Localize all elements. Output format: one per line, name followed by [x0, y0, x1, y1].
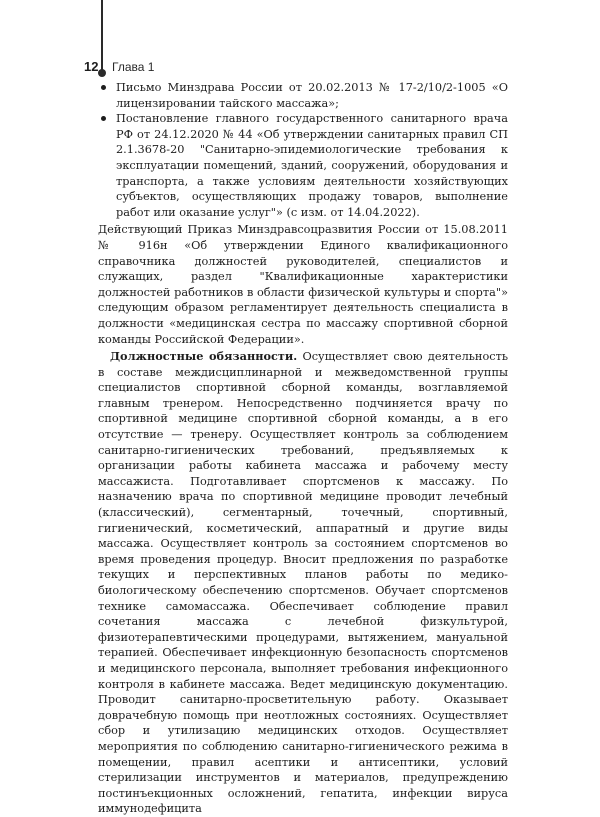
reference-text: Постановление главного государственного санитарного врача РФ от 24.12.2020 № 44 «Об утверждении санитарных правил СП 2.1.3678-20 "Санитарно-эпидемиологические требования к эксплуатации помещений, зданий, сооружений, оборудования и транспорта, а также условиям деятельности хозяйствующих субъектов, осуществляющих продажу товаров, выполнение работ или оказание услуг"» (с изм. от 14.04.2022). — [116, 112, 508, 219]
duties-heading: Должностные обязанности. — [110, 349, 298, 364]
page-number: 12 — [84, 59, 99, 74]
order-paragraph: Действующий Приказ Минздравсоцразвития России от 15.08.2011 № 916н «Об утверждении Единого квалификационного справочника должностей руководителей, специалистов и служащих, раздел "Квалификационные характеристики должностей работников в области физической культуры и спорта"» следующим образом регламентирует деятельность специалиста в должности «медицинская сестра по массажу спортивной сборной команды Российской Федерации». — [98, 223, 508, 346]
bullet-icon — [101, 85, 106, 90]
bullet-icon — [101, 116, 106, 121]
margin-rule-dot — [98, 69, 106, 77]
list-item — [98, 80, 508, 111]
page-body — [98, 80, 508, 817]
duties-text: Осуществляет свою деятельность в составе междисциплинарной и межведомственной группы специалистов спортивной сборной команды, возглавляемой главным тренером. Непосредственно подчиняется врачу по спортивной медицине спортивной сборной команды, а в его отсутствие — тренеру. Осуществляет контроль за соблюдением санитарно-гигиенических требований, предъявляемых к организации работы кабинета массажа и рабочему месту массажиста. Подготавливает спортсменов к массажу. По назначению врача по спортивной медицине проводит лечебный (классический), сегментарный, точечный, спортивный, гигиенический, косметический, аппаратный и другие виды массажа. Осуществляет контроль за состоянием спортсменов во время проведения процедур. Вносит предложения по разработке текущих и перспективных планов работы по медико-биологическому обеспечению спортсменов. Обучает спортсменов технике самомассажа. Обеспечивает соблюдение правил сочетания массажа с лечебной физкультурой, физиотерапевтическими процедурами, вытяжением, мануальной терапией. Обеспечивает инфекционную безопасность спортсменов и медицинского персонала, выполняет требования инфекционного контроля в кабинете массажа. Ведет медицинскую документацию. Проводит санитарно-просветительную работу. Оказывает доврачебную помощь при неотложных состояниях. Осуществляет сбор и утилизацию медицинских отходов. Осуществляет мероприятия по соблюдению санитарно-гигиенического режима в помещении, правил асептики и антисептики, условий стерилизации инструментов и материалов, предупреждению постинъекционных осложнений, гепатита, инфекции вируса иммунодефицита — [98, 350, 508, 816]
duties-paragraph — [98, 349, 508, 817]
chapter-title: Глава 1 — [112, 60, 155, 74]
margin-rule — [101, 0, 103, 75]
reference-list — [98, 80, 508, 220]
list-item — [98, 111, 508, 220]
reference-text: Письмо Минздрава России от 20.02.2013 № 17-2/10/2-1005 «О лицензировании тайского массажа»; — [116, 81, 508, 110]
